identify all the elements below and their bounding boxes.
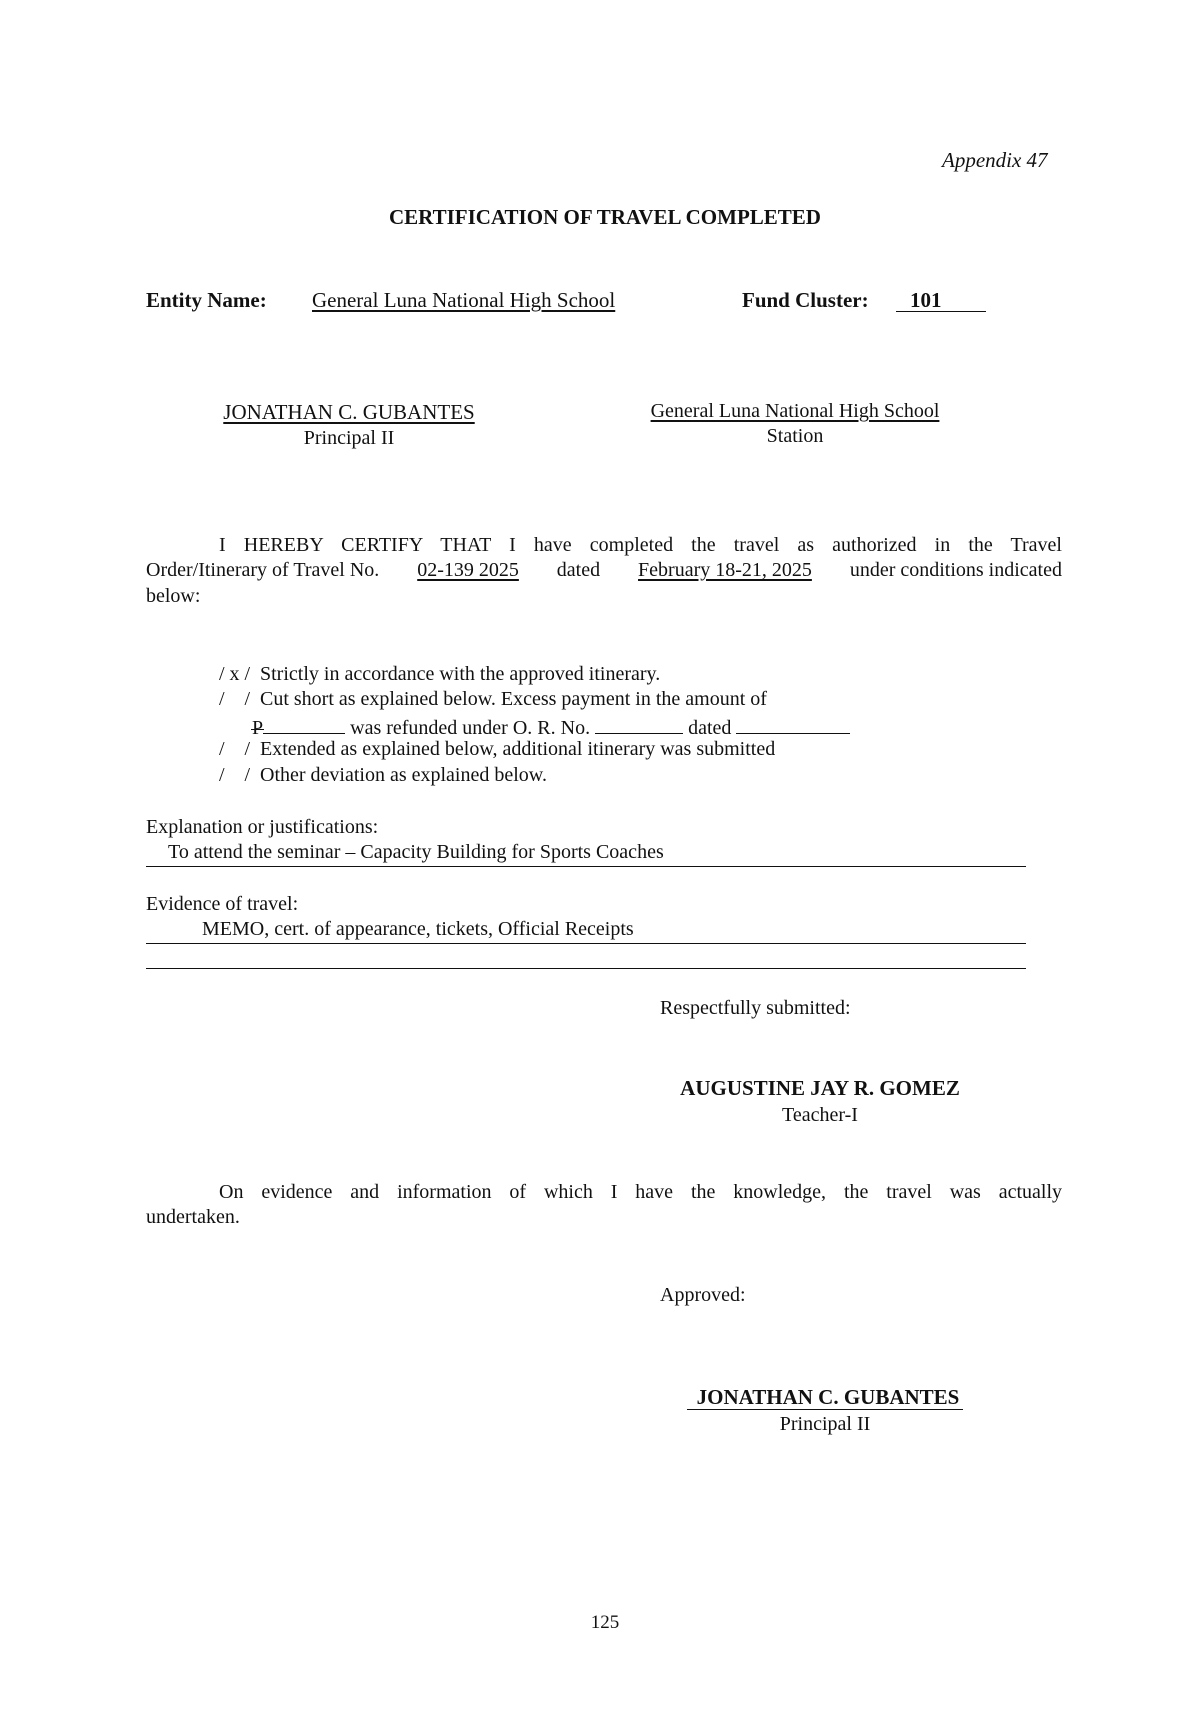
submitter-block (640, 1076, 1000, 1127)
certify-line-3: below: (146, 585, 201, 607)
appendix-label: Appendix 47 (942, 148, 1048, 172)
fund-cluster-value: 101 (910, 288, 942, 312)
condition-cut-short (219, 688, 767, 711)
certify-line-2 (146, 559, 1062, 582)
condition-strict (219, 663, 660, 686)
travel-order-number: 02-139 2025 (417, 559, 519, 581)
peso-sign: P (252, 717, 264, 739)
submitter-name: AUGUSTINE JAY R. GOMEZ (680, 1076, 960, 1100)
fund-cluster-label: Fund Cluster: (742, 288, 869, 312)
page-number: 125 (590, 1612, 620, 1633)
approver-block (640, 1385, 1010, 1436)
condition-extended (219, 738, 775, 761)
evidence-value: MEMO, cert. of appearance, tickets, Official Receipts (202, 918, 634, 940)
verification-line-2: undertaken. (146, 1206, 240, 1228)
station-value: General Luna National High School (650, 400, 940, 422)
approver-name: JONATHAN C. GUBANTES (696, 1385, 960, 1409)
approved-label: Approved: (660, 1284, 746, 1306)
refund-line (252, 713, 850, 740)
evidence-label: Evidence of travel: (146, 893, 299, 915)
verification-line-1: On evidence and information of which I have the knowledge, the travel was actually (219, 1181, 1062, 1203)
official-position: Principal II (303, 427, 395, 449)
official-name: JONATHAN C. GUBANTES (223, 400, 475, 424)
condition-strict-mark: / x / (219, 663, 251, 685)
evidence-extra-line (146, 968, 1026, 969)
condition-strict-text: Strictly in accordance with the approved itinerary. (260, 663, 661, 685)
certify-text-b: dated (556, 559, 601, 581)
approver-name-wrap (640, 1385, 1010, 1410)
explanation-label: Explanation or justifications: (146, 816, 379, 838)
evidence-underline (146, 943, 1026, 944)
certify-line-1: I HEREBY CERTIFY THAT I have completed the travel as authorized in the Travel (219, 534, 1062, 556)
entity-name-label: Entity Name: (146, 288, 267, 312)
amount-blank (263, 713, 345, 734)
refund-date-blank (736, 713, 850, 734)
explanation-value: To attend the seminar – Capacity Building for Sports Coaches (168, 841, 664, 863)
entity-name-value: General Luna National High School (312, 288, 616, 312)
submitter-position: Teacher-I (782, 1104, 858, 1126)
certify-text-a: Order/Itinerary of Travel No. (146, 559, 380, 581)
condition-extended-mark: / / (219, 738, 251, 760)
travel-date: February 18-21, 2025 (638, 559, 812, 581)
official-block (196, 400, 502, 450)
refund-dated: dated (688, 717, 732, 739)
condition-cut-short-text: Cut short as explained below. Excess payment in the amount of (260, 688, 767, 710)
page-title: CERTIFICATION OF TRAVEL COMPLETED (389, 205, 821, 229)
condition-extended-text: Extended as explained below, additional itinerary was submitted (260, 738, 776, 760)
station-label: Station (766, 425, 824, 447)
condition-other-mark: / / (219, 764, 251, 786)
or-number-blank (595, 713, 683, 734)
approver-position: Principal II (779, 1413, 871, 1435)
condition-other (219, 764, 547, 787)
certify-text-c: under conditions indicated (849, 559, 1062, 581)
condition-cut-short-mark: / / (219, 688, 251, 710)
submitted-label: Respectfully submitted: (660, 997, 851, 1019)
condition-other-text: Other deviation as explained below. (260, 764, 547, 786)
explanation-underline (146, 866, 1026, 867)
refund-text: was refunded under O. R. No. (350, 717, 591, 739)
fund-cluster-field (896, 288, 986, 313)
station-block (630, 400, 960, 448)
